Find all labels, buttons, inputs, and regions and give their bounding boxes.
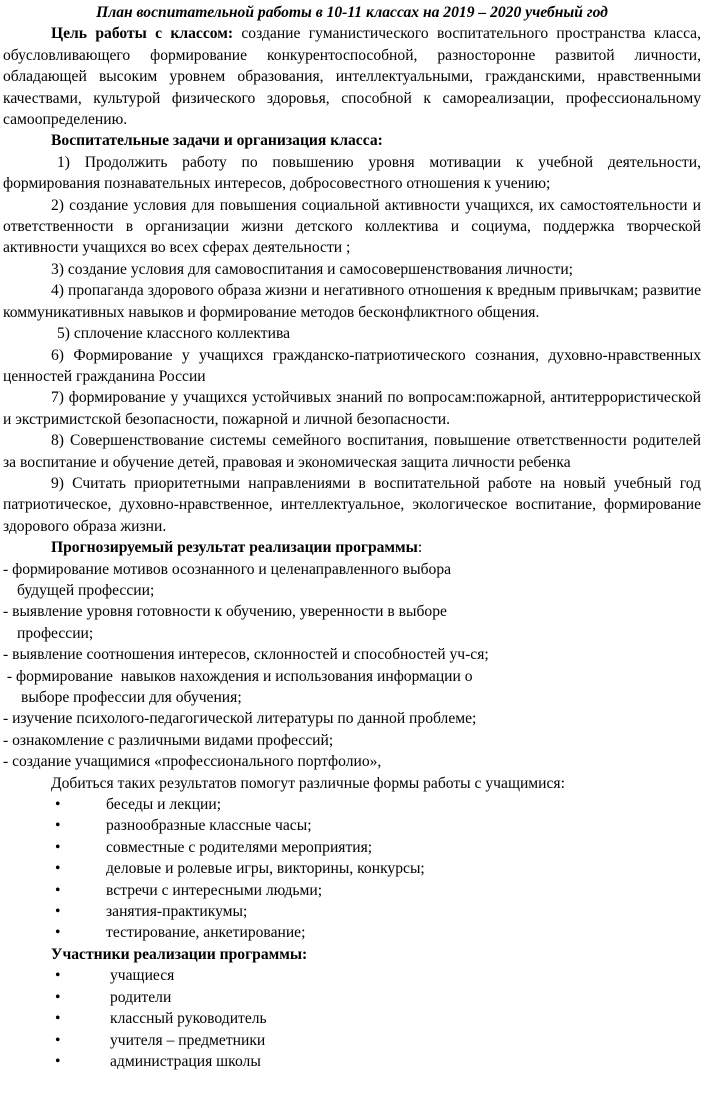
tasks-heading: Воспитательные задачи и организация класса: xyxy=(51,132,383,150)
task-item-8: 8) Совершенствование системы семейного воспитания, повышение ответственности родителей за воспитание и обучение детей, правовая и экономическая защита личности ребенка xyxy=(3,432,701,471)
list-item: • беседы и лекции; xyxy=(3,794,701,815)
bullet-icon: • xyxy=(55,796,61,814)
bullet-icon: • xyxy=(55,817,61,835)
bullet-icon: • xyxy=(55,1031,61,1049)
forms-list xyxy=(3,794,701,944)
result-item-text: - выявление соотношения интересов, склонностей и способностей уч-ся; xyxy=(3,646,489,664)
task-item-4: 4) пропаганда здорового образа жизни и негативного отношения к вредным привычкам; развитие коммуникативных навыков и формирование методов бесконфликтного общения. xyxy=(3,282,701,321)
list-item: • встречи с интересными людьми; xyxy=(3,880,701,901)
participants-heading: Участники реализации программы: xyxy=(51,945,308,963)
result-item-text: - ознакомление с различными видами профессий; xyxy=(3,731,334,749)
list-item: • деловые и ролевые игры, викторины, конкурсы; xyxy=(3,858,701,879)
list-item: • разнообразные классные часы; xyxy=(3,815,701,836)
bullet-icon: • xyxy=(55,881,61,899)
result-item xyxy=(3,601,701,644)
result-item xyxy=(3,751,701,772)
bullet-icon: • xyxy=(55,838,61,856)
task-item-3: 3) создание условия для самовоспитания и самосовершенствования личности; xyxy=(51,260,574,278)
list-item: • учащиеся xyxy=(3,965,701,986)
result-item xyxy=(3,708,701,729)
goal-text: создание гуманистического воспитательного пространства класса, обусловливающего формирование конкурентоспособной, разносторонне развитой личности, обладающей высоким уровнем образования, интеллектуальными, гражданскими, нравственными качествами, культурой физического здоровья, способной к самореализации, профессиональному самоопределению. xyxy=(3,25,701,129)
results-heading: Прогнозируемый результат реализации программы xyxy=(51,539,418,557)
result-item xyxy=(3,644,701,665)
list-item: • тестирование, анкетирование; xyxy=(3,922,701,943)
list-item: • родители xyxy=(3,987,701,1008)
bullet-icon: • xyxy=(55,1052,61,1070)
results-heading-colon: : xyxy=(417,539,423,557)
forms-intro: Добиться таких результатов помогут различные формы работы с учащимися: xyxy=(51,774,565,792)
result-item xyxy=(3,559,701,602)
result-item xyxy=(3,730,701,751)
list-item: • классный руководитель xyxy=(3,1008,701,1029)
result-item xyxy=(3,666,701,709)
bullet-icon: • xyxy=(55,967,61,985)
result-item-continuation: выборе профессии для обучения; xyxy=(21,689,242,706)
list-item: • совместные с родителями мероприятия; xyxy=(3,837,701,858)
result-item-continuation: профессии; xyxy=(17,624,94,642)
document-title: План воспитательной работы в 10-11 классах на 2019 – 2020 учебный год xyxy=(96,4,608,21)
bullet-icon: • xyxy=(55,903,61,921)
result-item-text: - формирование навыков нахождения и использования информации о xyxy=(3,667,473,685)
bullet-icon: • xyxy=(55,1010,61,1028)
bullet-icon: • xyxy=(55,860,61,878)
list-item: • занятия-практикумы; xyxy=(3,901,701,922)
bullet-icon: • xyxy=(55,924,61,942)
task-item-2: 2) создание условия для повышения социальной активности учащихся, их самостоятельности и ответственности в организации жизни детского коллектива и социума, поддержка творческой активности учащихся во всех сферах деятельности ; xyxy=(3,196,701,257)
list-item: • учителя – предметники xyxy=(3,1030,701,1051)
participants-list xyxy=(3,965,701,1072)
result-item-text: - создание учащимися «профессионального портфолио», xyxy=(3,753,382,771)
task-item-9: 9) Считать приоритетными направлениями в воспитательной работе на новый учебный год патриотическое, духовно-нравственное, интеллектуальное, экологическое воспитание, формирование здорового образа жизни. xyxy=(3,474,701,535)
task-item-5: 5) сплочение классного коллектива xyxy=(57,325,291,343)
task-item-1: 1) Продолжить работу по повышению уровня мотивации к учебной деятельности, формирования познавательных интересов, добросовестного отношения к учению; xyxy=(3,153,701,193)
bullet-icon: • xyxy=(55,988,61,1006)
list-item: • администрация школы xyxy=(3,1051,701,1072)
task-item-6: 6) Формирование у учащихся гражданско-патриотического сознания, духовно-нравственных ценностей гражданина России xyxy=(3,346,701,385)
goal-paragraph xyxy=(3,23,701,130)
result-item-text: - изучение психолого-педагогической литературы по данной проблеме; xyxy=(3,710,477,728)
result-item-continuation: будущей профессии; xyxy=(17,581,155,599)
task-item-7: 7) формирование у учащихся устойчивых знаний по вопросам:пожарной, антитеррористической и экстримистской безопасности, пожарной и личной безопасности. xyxy=(3,389,701,428)
results-heading-line xyxy=(3,537,701,558)
result-item-text: - выявление уровня готовности к обучению, уверенности в выборе xyxy=(3,603,447,621)
result-item-text: - формирование мотивов осознанного и целенаправленного выбора xyxy=(3,560,452,578)
goal-label: Цель работы с классом: xyxy=(51,25,234,43)
